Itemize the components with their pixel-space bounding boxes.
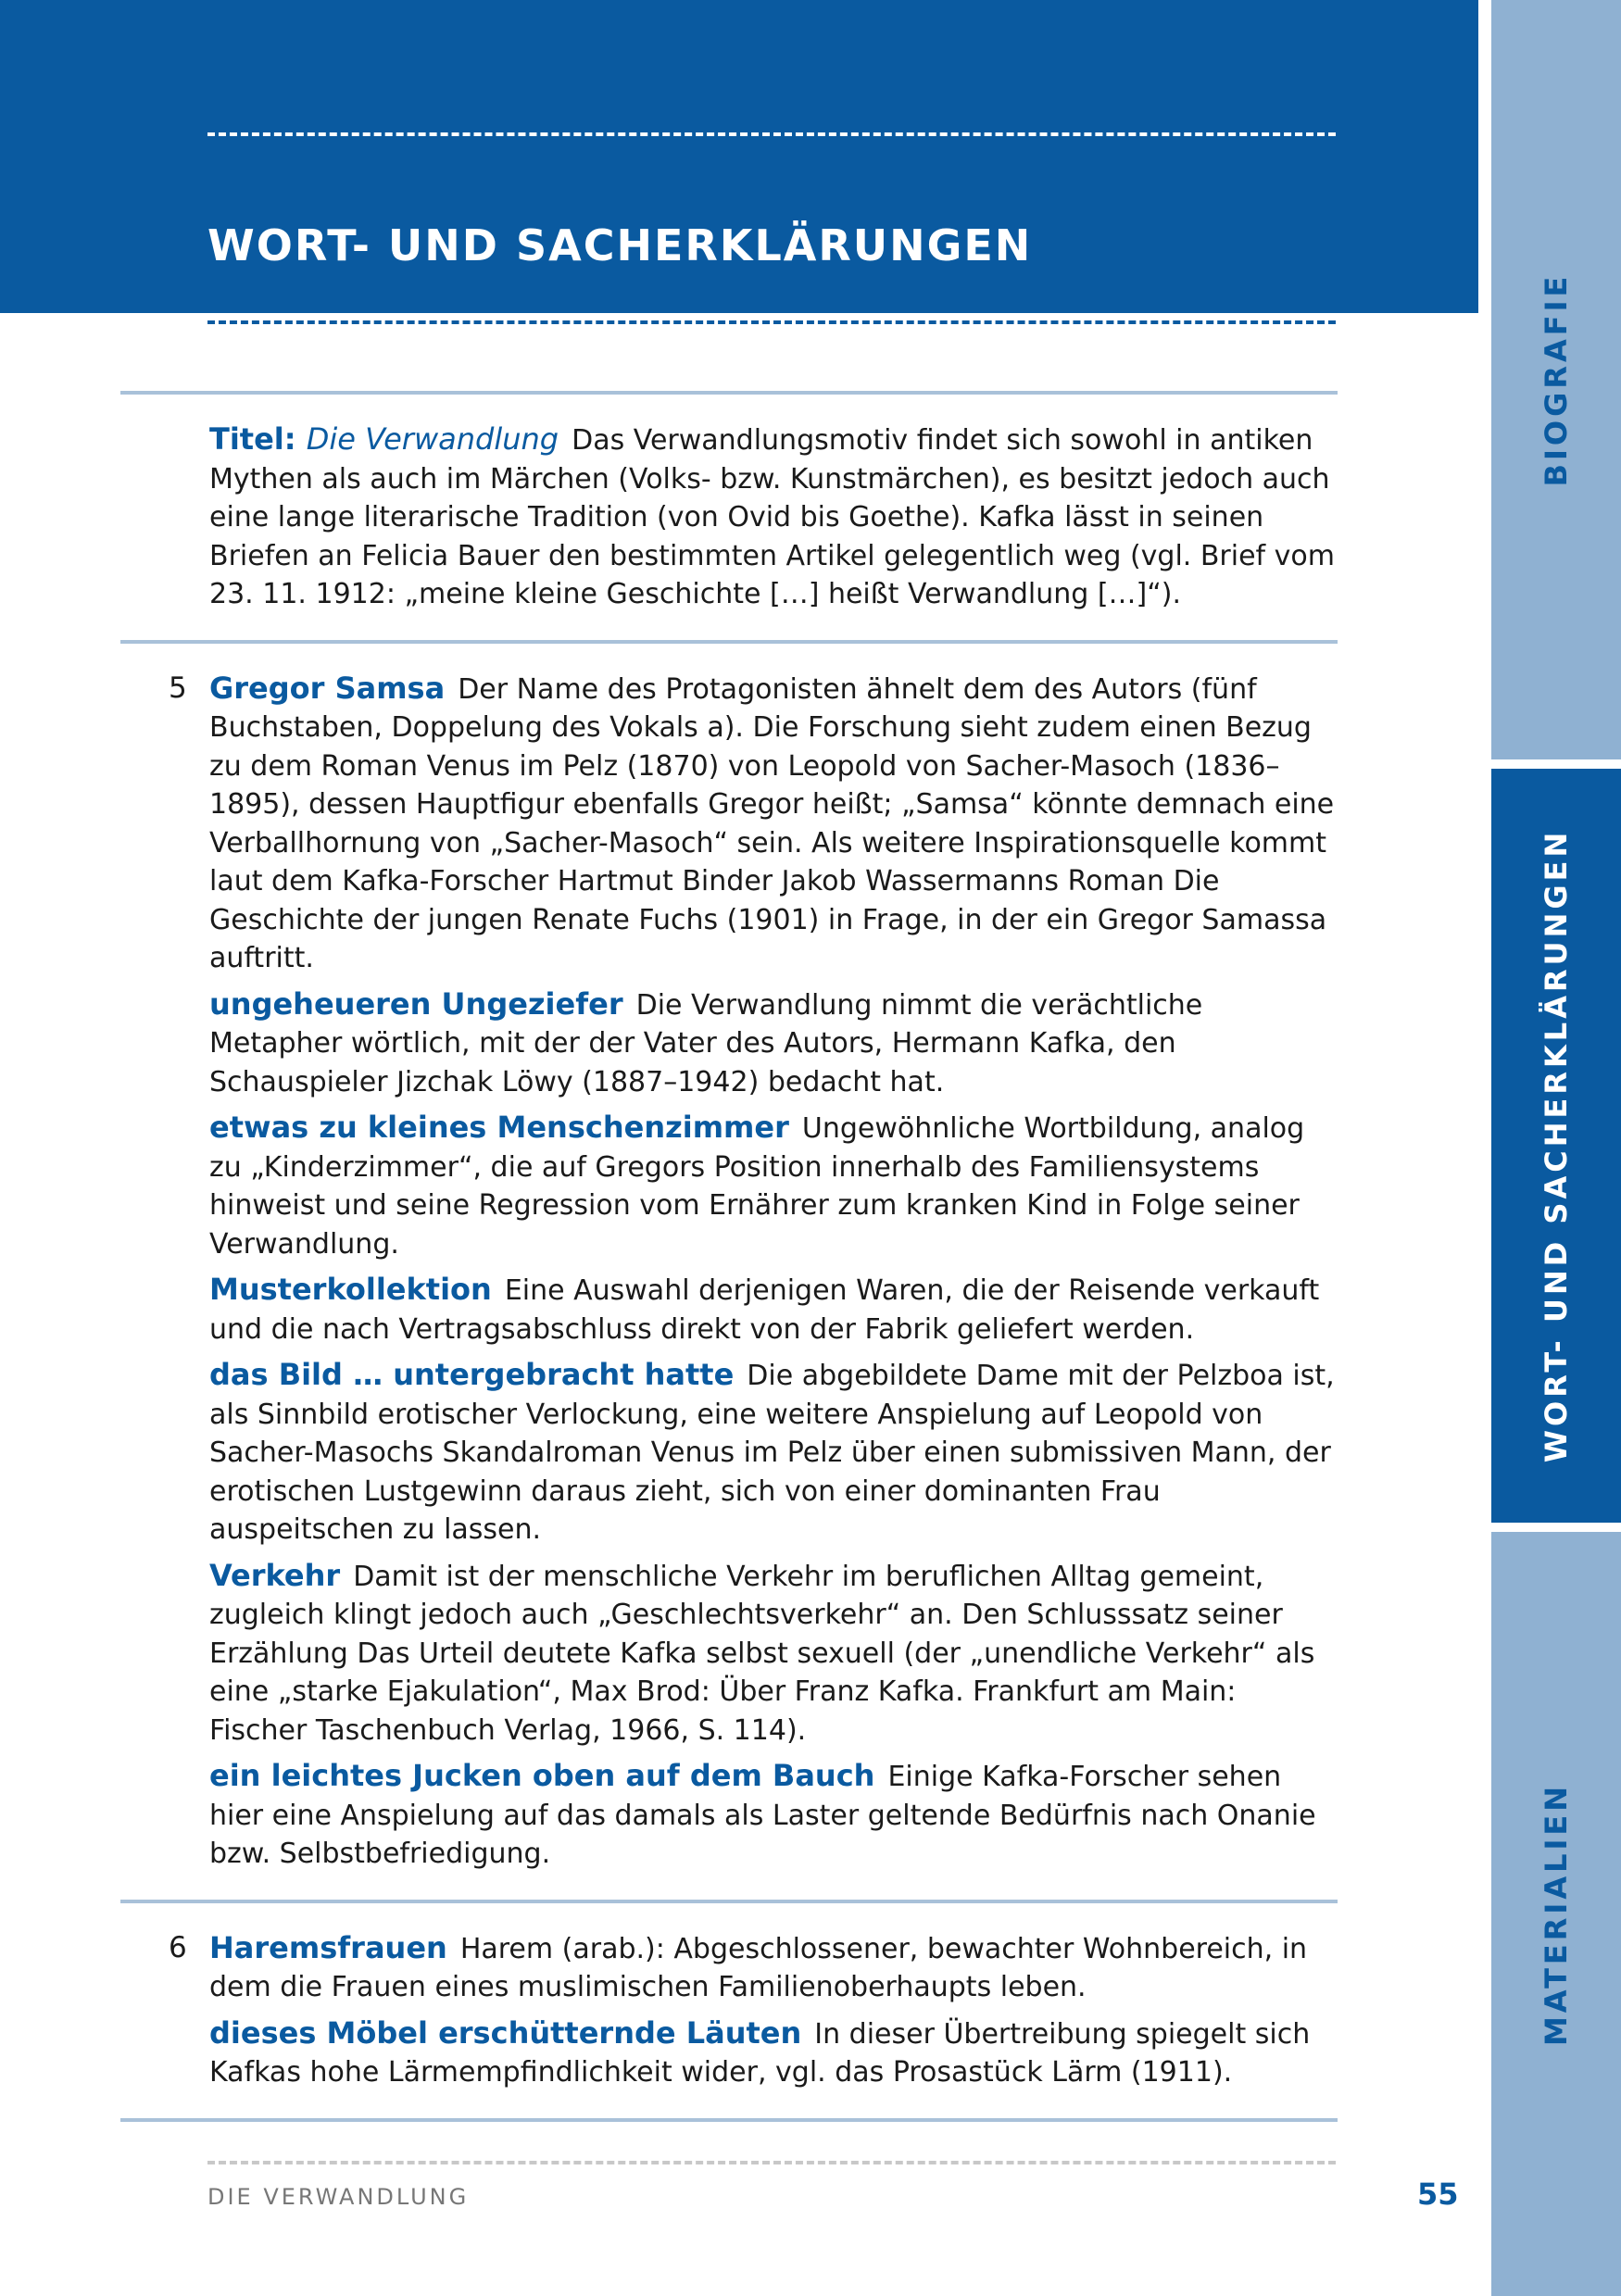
line-number: 6 bbox=[169, 1930, 187, 1964]
glossary-definition: Harem (arab.): Abgeschlossener, bewachter Wohnbereich, in dem die Frauen eines muslimischen Familienoberhaupts leben. bbox=[209, 1932, 1308, 2003]
glossary-term: etwas zu kleines Menschenzimmer bbox=[209, 1110, 789, 1145]
glossary-entry bbox=[209, 985, 1338, 1102]
glossary-definition: Der Name des Protagonisten ähnelt dem des Autors (fünf Buchstaben, Doppelung des Vokals a). Die Forschung sieht zudem einen Bezug zu dem Roman Venus im Pelz (1870) von Leopold von Sacher-Masoch (1836–1895), dessen Hauptfigur ebenfalls Gregor heißt; „Samsa“ könnte demnach eine Verballhornung von „Sacher-Masoch“ sein. Als weitere Inspirationsquelle kommt laut dem Kafka-Forscher Hartmut Binder Jakob Wassermanns Roman Die Geschichte der jungen Renate Fuchs (1901) in Frage, in der ein Gregor Samassa auftritt. bbox=[209, 672, 1335, 974]
glossary-entry bbox=[209, 1271, 1338, 1349]
page-title: WORT- UND SACHERKLÄRUNGEN bbox=[207, 220, 1033, 270]
glossary-definition: Ungewöhnliche Wortbildung, analog zu „Kinderzimmer“, die auf Gregors Position innerhalb des Familiensystems hinweist und seine Regression vom Ernährer zum kranken Kind in Folge seiner Verwandlung. bbox=[209, 1112, 1305, 1261]
header-dash-bottom bbox=[207, 320, 1336, 324]
footer-dash bbox=[207, 2161, 1336, 2164]
tab-wort-und-sacherklaerungen-label: WORT- UND SACHERKLÄRUNGEN bbox=[1539, 828, 1574, 1463]
line-number: 5 bbox=[169, 671, 187, 705]
tab-materialien[interactable] bbox=[1491, 1532, 1621, 2296]
footer-book-title: DIE VERWANDLUNG bbox=[207, 2184, 470, 2210]
glossary-section-line-5 bbox=[120, 644, 1338, 1900]
tab-biografie[interactable] bbox=[1491, 0, 1621, 759]
glossary-entry bbox=[209, 1557, 1338, 1750]
glossary-entry bbox=[209, 670, 1338, 978]
glossary-section-line-6 bbox=[120, 1903, 1338, 2118]
glossary-definition: Damit ist der menschliche Verkehr im beruflichen Alltag gemeint, zugleich klingt jedoch auch „Geschlechtsverkehr“ an. Den Schlusssatz seiner Erzählung Das Urteil deutete Kafka selbst sexuell (der „unendliche Verkehr“ als eine „starke Ejakulation“, Max Brod: Über Franz Kafka. Frankfurt am Main: Fischer Taschenbuch Verlag, 1966, S. 114). bbox=[209, 1560, 1315, 1747]
sidebar bbox=[1491, 0, 1621, 2296]
glossary-entry bbox=[209, 1757, 1338, 1874]
tab-wort-und-sacherklaerungen[interactable] bbox=[1491, 769, 1621, 1523]
glossary-term: Gregor Samsa bbox=[209, 670, 446, 706]
glossary-term: Verkehr bbox=[209, 1557, 341, 1593]
glossary-definition: Das Verwandlungsmotiv findet sich sowohl in antiken Mythen als auch im Märchen (Volks- bzw. Kunstmärchen), es besitzt jedoch auch eine lange literarische Tradition (von Ovid bis Goethe). Kafka lässt in seinen Briefen an Felicia Bauer den bestimmten Artikel gelegentlich weg (vgl. Brief vom 23. 11. 1912: „meine kleine Geschichte […] heißt Verwandlung […]“). bbox=[209, 424, 1335, 610]
glossary-term: ein leichtes Jucken oben auf dem Bauch bbox=[209, 1758, 875, 1793]
glossary-term: dieses Möbel erschütternde Läuten bbox=[209, 2014, 802, 2051]
glossary-content bbox=[120, 391, 1338, 2122]
glossary-definition: Einige Kafka-Forscher sehen hier eine Anspielung auf das damals als Laster geltende Bedürfnis nach Onanie bzw. Selbstbefriedigung. bbox=[209, 1761, 1316, 1870]
glossary-entry bbox=[209, 1109, 1338, 1263]
glossary-definition: Die Verwandlung nimmt die verächtliche Metapher wörtlich, mit der der Vater des Autors, Hermann Kafka, den Schauspieler Jizchak Löwy (1887–1942) bedacht hat. bbox=[209, 988, 1203, 1098]
glossary-definition: Eine Auswahl derjenigen Waren, die der Reisende verkauft und die nach Vertragsabschluss direkt von der Fabrik geliefert werden. bbox=[209, 1274, 1320, 1346]
glossary-entry bbox=[209, 1356, 1338, 1549]
glossary-term: ungeheueren Ungeziefer bbox=[209, 985, 623, 1022]
tab-biografie-label: BIOGRAFIE bbox=[1539, 272, 1574, 487]
glossary-entry bbox=[209, 1929, 1338, 2007]
glossary-definition: Die abgebildete Dame mit der Pelzboa ist, als Sinnbild erotischer Verlockung, eine weitere Anspielung auf Leopold von Sacher-Masochs Skandalroman Venus im Pelz über einen submissiven Mann, der erotischen Lustgewinn daraus zieht, sich von einer dominanten Frau auspeitschen zu lassen. bbox=[209, 1360, 1335, 1546]
glossary-term: Musterkollektion bbox=[209, 1272, 492, 1307]
glossary-entry bbox=[209, 420, 1338, 614]
glossary-entry bbox=[209, 2014, 1338, 2092]
page-number: 55 bbox=[1417, 2177, 1459, 2212]
glossary-term: das Bild … untergebracht hatte bbox=[209, 1357, 735, 1392]
glossary-definition: In dieser Übertreibung spiegelt sich Kafkas hohe Lärmempfindlichkeit wider, vgl. das Prosastück Lärm (1911). bbox=[209, 2017, 1311, 2089]
section-divider bbox=[120, 2118, 1338, 2122]
glossary-term: Titel: Die Verwandlung bbox=[209, 421, 559, 457]
glossary-section-title bbox=[120, 395, 1338, 640]
glossary-term: Haremsfrauen bbox=[209, 1929, 447, 1965]
tab-materialien-label: MATERIALIEN bbox=[1539, 1782, 1574, 2046]
header-dash-top bbox=[207, 132, 1336, 136]
